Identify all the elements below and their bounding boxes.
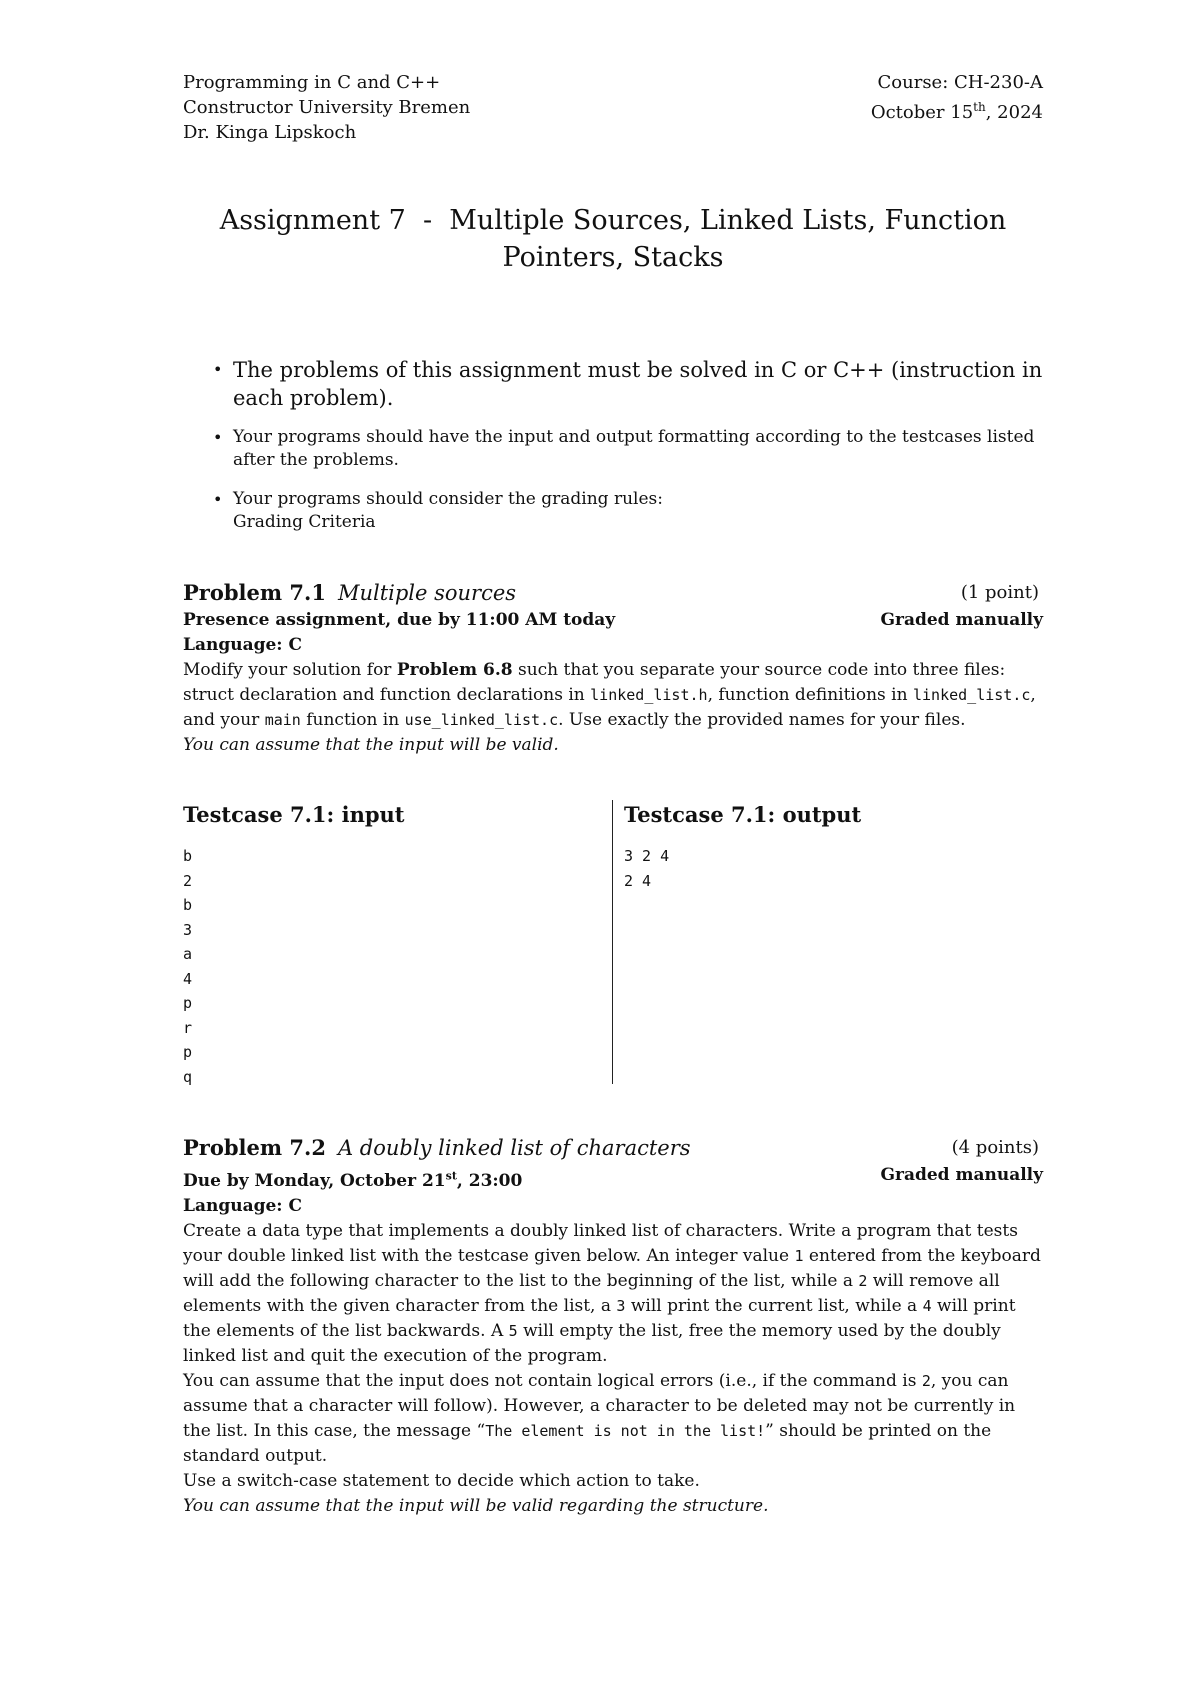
testcase-output-lines: 3 2 4 2 4 [624, 847, 670, 890]
language-text: Language: C [183, 1195, 303, 1216]
testcase-output [624, 800, 861, 893]
instruction-item: • Your programs should have the input and output formatting according to the testcases listed after the problems. [213, 427, 1035, 470]
problem-7-2 [183, 1133, 1043, 1519]
bullet-icon: • [213, 428, 223, 447]
problem-name: Multiple sources [337, 581, 517, 605]
problem-number: Problem 7.2 [183, 1135, 326, 1160]
due-row [183, 1163, 1043, 1194]
title-line-1: Assignment 7 - Multiple Sources, Linked Lists, Function [219, 205, 1007, 236]
title-line-2: Pointers, Stacks [502, 242, 724, 273]
problem-heading [183, 1133, 1043, 1163]
problem-7-1 [183, 578, 1043, 758]
language-text: Language: C [183, 635, 303, 655]
assignment-date: October 15th, 2024 [870, 100, 1043, 123]
header-left [183, 70, 470, 145]
due-text: Presence assignment, due by 11:00 AM today [183, 610, 616, 630]
bullet-icon: • [213, 360, 223, 379]
problem-description: Modify your solution for Problem 6.8 such that you separate your source code into three files: struct declaration and function declarations in linked_list.h, function definitions in linked_list.c, and your main function in use_linked_list.c. Use exactly the provided names for your files. [183, 660, 1036, 730]
course-name: Programming in C and C++ [183, 72, 441, 93]
problem-heading [183, 578, 1043, 608]
testcase-input-title: Testcase 7.1: input [183, 802, 405, 827]
assignment-title [183, 202, 1043, 276]
instruction-item: • The problems of this assignment must be solved in C or C++ (instruction in each problem). [213, 358, 1043, 410]
course-code: Course: CH-230-A [877, 72, 1043, 93]
due-row [183, 608, 1043, 633]
validity-note: You can assume that the input will be valid. [183, 735, 559, 755]
header-right [871, 70, 1043, 125]
graded-text: Graded manually [880, 610, 1043, 630]
testcase-input [183, 800, 404, 1089]
column-divider [612, 800, 613, 1084]
instruction-item: • Your programs should consider the grading rules: Grading Criteria [213, 489, 663, 532]
problem-points: (4 points) [951, 1137, 1039, 1158]
testcase-output-title: Testcase 7.1: output [624, 802, 862, 827]
instructor-name: Dr. Kinga Lipskoch [183, 122, 357, 143]
switch-note: Use a switch-case statement to decide which action to take. [183, 1470, 700, 1491]
university-name: Constructor University Bremen [183, 97, 471, 118]
problem-description: Create a data type that implements a doubly linked list of characters. Write a program that tests your double linked list with the testcase given below. An integer value 1 entered from the keyboard will add the following character to the list to the beginning of the list, while a 2 will remove all elements with the given character from the list, a 3 will print the current list, while a 4 will print the elements of the list backwards. A 5 will empty the list, free the memory used by the doubly linked list and quit the execution of the program. [183, 1220, 1041, 1366]
problem-name: A doubly linked list of characters [337, 1136, 691, 1160]
grading-criteria-link[interactable]: Grading Criteria [233, 512, 376, 532]
validity-note: You can assume that the input will be valid regarding the structure. [183, 1495, 769, 1516]
graded-text: Graded manually [880, 1165, 1043, 1185]
problem-number: Problem 7.1 [183, 580, 326, 605]
problem-points: (1 point) [960, 582, 1039, 603]
instructions-list [183, 356, 1043, 534]
testcase-input-lines: b 2 b 3 a 4 p r p q [183, 847, 193, 1086]
problem-note: You can assume that the input does not contain logical errors (i.e., if the command is 2, you can assume that a character will follow). However, a character to be deleted may not be currently in the list. In this case, the message “The element is not in the list!” should be printed on the standard output. [183, 1370, 1016, 1466]
due-text: Due by Monday, October 21st, 23:00 [183, 1169, 523, 1191]
bullet-icon: • [213, 490, 223, 509]
